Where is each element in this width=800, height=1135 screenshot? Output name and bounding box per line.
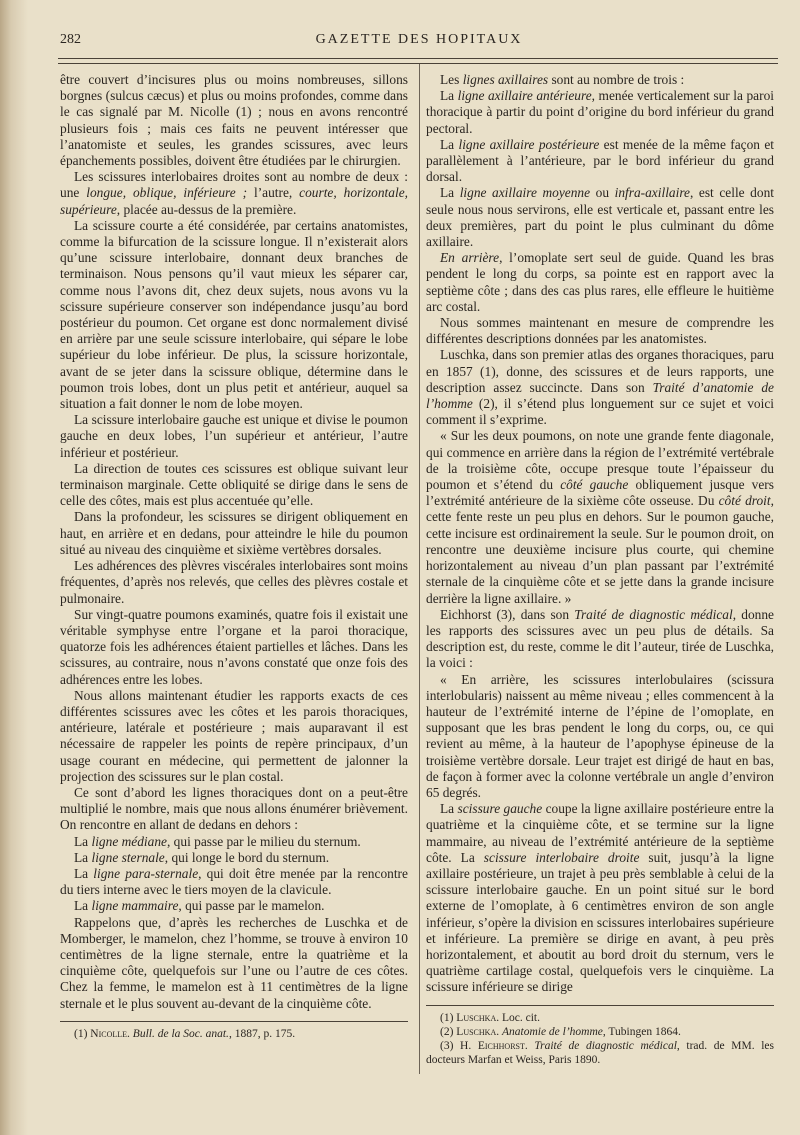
paragraph: « En arrière, les scissures interlobulaires (scissura interlobularis) naissent au même niveau ; elles commencent à la hauteur de l’extrémité interne de l’épine de l’omoplate, en supposant que les bras pendent le long du corps, ou, ce qui revient au même, à la hauteur de l’apophyse épineuse de la troisième vertèbre dorsale. Leur trajet est dirigé de haut en bas, de façon à former avec la colonne vertébrale un angle d’environ 65 degrés. [426,671,774,800]
paragraph: La scissure interlobaire gauche est unique et divise le poumon gauche en deux lobes, l’un supérieur et antérieur, l’autre inférieur et postérieur. [60,412,408,460]
footnote: (3) H. Eichhorst. Traité de diagnostic médical, trad. de MM. les docteurs Marfan et Weiss, Paris 1890. [426,1039,774,1066]
right-column [426,72,774,1067]
paragraph: Rappelons que, d’après les recherches de Luschka et de Momberger, le mamelon, chez l’homme, se trouve à environ 10 centimètres de la ligne sternale, entre la quatrième et la cinquième côte, quelquefois sur l’une ou l’autre de ces côtes. Chez la femme, le mamelon est à 11 centimètres de la ligne sternale et le plus souvent au-devant de la cinquième côte. [60,914,408,1011]
list-item: La ligne sternale, qui longe le bord du sternum. [74,849,330,865]
paragraph: Dans la profondeur, les scissures se dirigent obliquement en haut, en arrière et en dedans, pour atteindre le hile du poumon situé au niveau des cinquième et sixième vertèbres dorsales. [60,509,408,557]
paragraph: Nous sommes maintenant en mesure de comprendre les différentes descriptions données par les anatomistes. [426,315,774,347]
paragraph: La direction de toutes ces scissures est oblique suivant leur terminaison marginale. Cette obliquité se dirige dans le sens de celle des côtes, mais est plus accentuée qu’elle. [60,460,408,509]
list-item: La ligne mammaire, qui passe par le mamelon. [74,898,325,914]
paragraph: Les lignes axillaires sont au nombre de trois : [440,72,685,87]
header-rule [58,58,778,59]
paragraph: Ce sont d’abord les lignes thoraciques dont on a peut-être multiplié le nombre, mais que nous allons énumérer brièvement. On rencontre en allant de dedans en dehors : [60,784,408,833]
list-item: La ligne para-sternale, qui doit être menée par la rencontre du tiers interne avec le tiers moyen de la clavicule. [60,865,408,898]
left-column [60,72,408,1041]
footnote: (2) Luschka. Anatomie de l’homme, Tubingen 1864. [440,1025,681,1038]
paragraph: La ligne axillaire antérieure, menée verticalement sur la paroi thoracique à partir du point d’origine du bord inférieur du grand pectoral. [426,88,774,136]
paragraph: Nous allons maintenant étudier les rapports exacts de ces différentes scissures avec les côtes et les parois thoraciques, antérieure, latérale et postérieure ; mais auparavant il est nécessaire de rappeler les points de repère principaux, d’un usage courant en médecine, qui permettent de jalonner la projection des scissures sur le plan costal. [60,687,408,784]
paragraph: Sur vingt-quatre poumons examinés, quatre fois il existait une véritable symphyse entre l’organe et la paroi thoracique, quatorze fois les adhérences étaient partielles et lâches. Dans les scissures, au contraire, nous n’avons constaté que onze fois des adhérences entre les lobes. [60,606,408,687]
newspaper-page [36,0,778,1135]
paragraph: La scissure courte a été considérée, par certains anatomistes, comme la bifurcation de la scissure longue. Il n’existerait alors qu’une scissure interlobaire, donnant deux branches de terminaison. Nous pensons qu’il vaut mieux les séparer car, comme nous l’avons dit, chez deux sujets, nous avons vu la scissure supérieure conserver son indépendance jusqu’au bord postérieur du poumon. Cet organe est donc normalement divisé en arrière par une seule scissure interlobaire, qui sépare le lobe supérieur du lobe inférieur. De plus, la scissure horizontale, avant de se jeter dans la scissure oblique, détermine dans le poumon trois lobes, dont un plus petit et antérieur, auquel sa situation a fait donner le nom de lobe moyen. [60,217,408,412]
page-number: 282 [60,32,81,47]
footnote-rule [60,1021,408,1022]
footnote: (1) Luschka. Loc. cit. [440,1011,540,1024]
paragraph: La ligne axillaire moyenne ou infra-axillaire, est celle dont seule nous nous servirons, elle est verticale et, passant entre les deux premières, part du point le plus culminant du dôme axillaire. [426,185,774,250]
paragraph: La scissure gauche coupe la ligne axillaire postérieure entre la quatrième et la cinquième côte, et se termine sur la ligne mammaire, au niveau de l’extrémité antérieure de la septième côte. La scissure interlobaire droite suit, jusqu’à la ligne axillaire postérieure, un trajet à peu près semblable à celui de la scissure interlobaire gauche. En un point situé sur le bord externe de l’omoplate, à 6 centimètres environ de son angle inférieur, s’opère la division en scissures interlobaires supérieure et inférieure. La première se dirige en avant, à peu près horizontalement, et aboutit au bord droit du sternum, vers le quatrième cartilage costal, quelquefois vers le cinquième. La scissure inférieure se dirige [426,801,774,995]
running-title: GAZETTE DES HOPITAUX [315,32,523,47]
paragraph: « Sur les deux poumons, on note une grande fente diagonale, qui commence en arrière dans la région de l’extrémité vertébrale de la troisième côte, occupe presque toute l’épaisseur du poumon et s’étend du côté gauche obliquement jusque vers l’extrémité antérieure de la sixième côte osseuse. Du côté droit, cette fente reste un peu plus en dehors. Sur le poumon gauche, cette incisure est ordinairement la seule. Sur le poumon droit, on rencontre une deuxième incisure plus courte, qui chemine horizontalement au niveau d’un plan passant par l’extrémité sternale de la cinquième côte et se jette dans la grande incisure derrière la ligne axillaire. » [426,428,774,606]
footnote: (1) Nicolle. Bull. de la Soc. anat., 1887, p. 175. [74,1027,296,1040]
list-item: La ligne médiane, qui passe par le milieu du sternum. [74,833,361,849]
column-divider [419,64,420,1074]
paragraph: En arrière, l’omoplate sert seul de guide. Quand les bras pendent le long du corps, sa pointe est en rapport avec la septième côte ; dans des cas plus rares, elle effleure le huitième arc costal. [426,250,774,314]
footnote-rule [426,1005,774,1006]
paragraph: Les adhérences des plèvres viscérales interlobaires sont moins fréquentes, d’après nos relevés, que celles des plèvres costale et pulmonaire. [60,558,408,606]
page-header [60,32,778,54]
paragraph: Les scissures interlobaires droites sont au nombre de deux : une longue, oblique, inférieure ; l’autre, courte, horizontale, supérieure, placée au-dessus de la première. [60,169,408,217]
paragraph: La ligne axillaire postérieure est menée de la même façon et parallèlement à l’antérieure, par le bord inférieur du grand dorsal. [426,136,774,185]
header-rule-thin [58,63,778,64]
paragraph: être couvert d’incisures plus ou moins nombreuses, sillons borgnes (sulcus cæcus) et plus ou moins profondes, comme dans le cas signalé par M. Nicolle (1) ; nous en avons rencontré plusieurs fois ; mais ces faits ne peuvent intéresser que l’anatomiste et seules, les grandes scissures, avec leurs épanchements possibles, doivent être étudiées par le chirurgien. [60,72,408,169]
page-edge [0,0,28,1135]
paragraph: Luschka, dans son premier atlas des organes thoraciques, paru en 1857 (1), donne, des scissures et de leurs rapports, une description assez succincte. Dans son Traité d’anatomie de l’homme (2), il s’étend plus longuement sur ce sujet et voici comment il s’exprime. [426,347,774,428]
paragraph: Eichhorst (3), dans son Traité de diagnostic médical, donne les rapports des scissures avec un peu plus de détails. Sa description est, du reste, comme le dit l’auteur, tirée de Luschka, la voici : [426,606,774,671]
